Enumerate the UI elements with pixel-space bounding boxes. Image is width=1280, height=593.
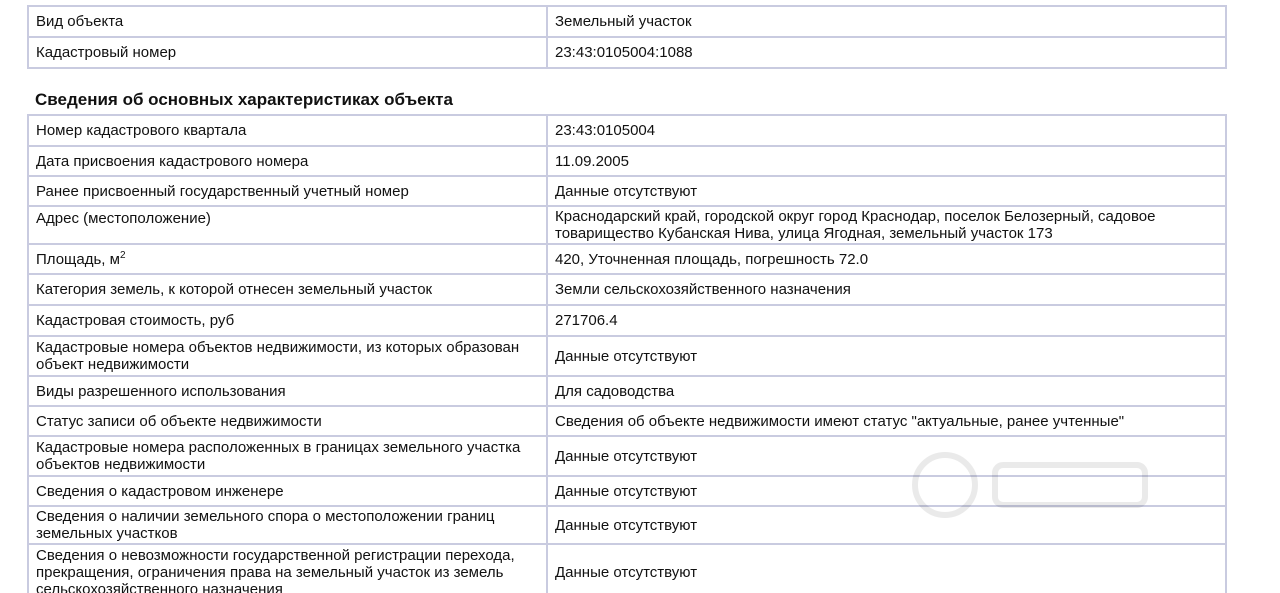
table-row: [28, 376, 1226, 406]
table-row: [28, 506, 1226, 544]
label-line: объектов недвижимости: [36, 456, 206, 473]
table-row: [28, 206, 1226, 244]
label-line: Сведения о наличии земельного спора о местоположении границ: [36, 508, 495, 525]
table-row: [28, 115, 1226, 146]
row-label: Кадастровый номер: [28, 37, 547, 68]
table-row: [28, 476, 1226, 506]
table-row: [28, 305, 1226, 336]
row-value: Земли сельскохозяйственного назначения: [547, 274, 1226, 305]
row-label: Виды разрешенного использования: [28, 376, 547, 406]
address-line: Краснодарский край, городской округ город Краснодар, поселок Белозерный, садовое: [555, 208, 1156, 225]
area-label: Площадь, м: [36, 250, 120, 268]
row-label: Ранее присвоенный государственный учетный номер: [28, 176, 547, 206]
section-title: Сведения об основных характеристиках объекта: [35, 90, 453, 109]
address-line: товарищество Кубанская Нива, улица Ягодная, земельный участок 173: [555, 225, 1053, 242]
table-row: [28, 544, 1226, 593]
table-row: [28, 406, 1226, 436]
table-row: [28, 37, 1226, 68]
row-value: Сведения об объекте недвижимости имеют статус "актуальные, ранее учтенные": [547, 406, 1226, 436]
row-value: 23:43:0105004:1088: [547, 37, 1226, 68]
label-line: Кадастровые номера расположенных в границах земельного участка: [36, 439, 521, 456]
row-label: Категория земель, к которой отнесен земельный участок: [28, 274, 547, 305]
characteristics-table: [27, 114, 1227, 593]
row-value: Данные отсутствуют: [547, 476, 1226, 506]
row-label: Сведения о кадастровом инженере: [28, 476, 547, 506]
row-label: Адрес (местоположение): [28, 206, 547, 244]
row-value: Данные отсутствуют: [547, 544, 1226, 593]
row-value: Данные отсутствуют: [547, 176, 1226, 206]
table-row: [28, 274, 1226, 305]
label-line: Кадастровые номера объектов недвижимости, из которых образован: [36, 339, 520, 356]
row-value: Для садоводства: [547, 376, 1226, 406]
row-value: [547, 206, 1226, 244]
table-row: [28, 336, 1226, 376]
row-label: [28, 544, 547, 593]
table-row: [28, 6, 1226, 37]
row-value: Данные отсутствуют: [547, 336, 1226, 376]
row-value: Данные отсутствуют: [547, 506, 1226, 544]
document: [27, 5, 1225, 593]
row-label: Вид объекта: [28, 6, 547, 37]
label-line: прекращения, ограничения права на земельный участок из земель: [36, 563, 504, 581]
row-value: 420, Уточненная площадь, погрешность 72.0: [547, 244, 1226, 274]
row-value: 11.09.2005: [547, 146, 1226, 176]
table-row: [28, 436, 1226, 476]
row-label: Статус записи об объекте недвижимости: [28, 406, 547, 436]
row-label: [28, 336, 547, 376]
row-value: 23:43:0105004: [547, 115, 1226, 146]
object-summary-table: [27, 5, 1227, 69]
label-line: земельных участков: [36, 525, 178, 542]
row-label: Дата присвоения кадастрового номера: [28, 146, 547, 176]
row-value: Земельный участок: [547, 6, 1226, 37]
row-value: Данные отсутствуют: [547, 436, 1226, 476]
row-label: Кадастровая стоимость, руб: [28, 305, 547, 336]
row-label: Номер кадастрового квартала: [28, 115, 547, 146]
row-label: [28, 436, 547, 476]
table-row: [28, 244, 1226, 274]
label-line: сельскохозяйственного назначения: [36, 580, 283, 593]
row-value: 271706.4: [547, 305, 1226, 336]
label-line: объект недвижимости: [36, 356, 190, 373]
label-line: Сведения о невозможности государственной регистрации перехода,: [36, 546, 515, 564]
row-label: [28, 244, 547, 274]
table-row: [28, 176, 1226, 206]
table-row: [28, 146, 1226, 176]
area-unit-superscript: 2: [119, 249, 126, 261]
row-label: [28, 506, 547, 544]
